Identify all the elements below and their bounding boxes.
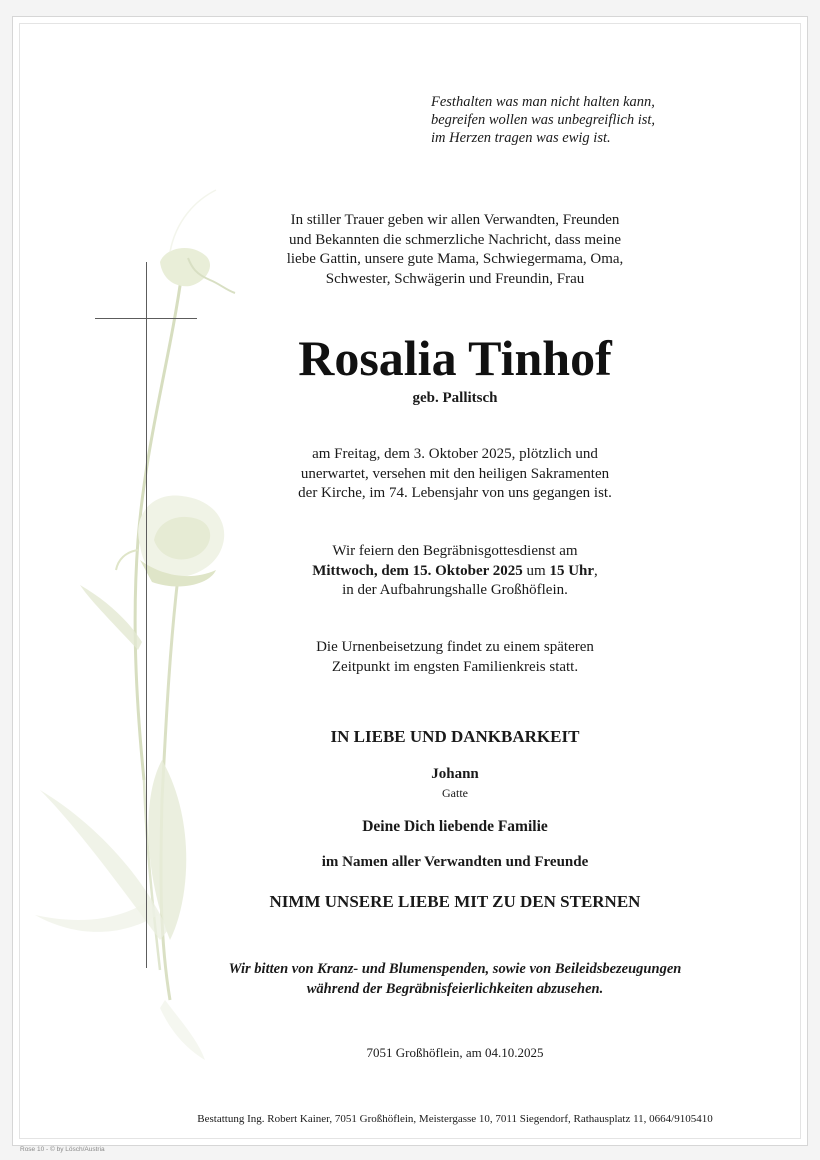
service-time-suffix: , [594,562,598,579]
design-credit: Rose 10 - © by Lösch/Austria [20,1146,105,1153]
quote-line: Festhalten was man nicht halten kann, [431,94,655,110]
announcement-line: liebe Gattin, unsere gute Mama, Schwiegermama, Oma, [286,251,624,268]
announcement-line: Schwester, Schwägerin und Freundin, Frau [325,270,585,287]
service-location: in der Aufbahrungshalle Großhöflein. [342,582,568,599]
relatives-line: im Namen aller Verwandten und Freunde [321,854,589,870]
funeral-service [205,542,705,601]
maiden-name: geb. Pallitsch [412,390,498,406]
announcement-line: In stiller Trauer geben wir allen Verwandten, Freunden [290,212,620,228]
announcement-line: und Bekannten die schmerzliche Nachricht, dass meine [289,231,621,248]
spouse-relation: Gatte [442,786,468,800]
death-notice-line: der Kirche, im 74. Lebensjahr von uns gegangen ist. [298,485,612,502]
quote-line: begreifen wollen was unbegreiflich ist, [431,112,656,128]
cross-vertical [146,262,147,968]
announcement-text [205,211,705,289]
cross-horizontal [95,318,197,319]
spouse-name: Johann [431,766,479,782]
family-line: Deine Dich liebende Familie [362,818,548,835]
funeral-home-footer: Bestattung Ing. Robert Kainer, 7051 Großhöflein, Meistergasse 10, 7011 Siegendorf, Rathausplatz 11, 0664/9105410 [197,1113,713,1125]
place-date: 7051 Großhöflein, am 04.10.2025 [366,1045,544,1060]
plea-line: während der Begräbnisfeierlichkeiten abzusehen. [306,981,604,997]
death-notice-line: am Freitag, dem 3. Oktober 2025, plötzlich und [312,446,598,462]
memorial-quote [431,93,655,147]
service-connector: um [526,562,546,579]
urn-line: Die Urnenbeisetzung findet zu einem späteren [316,639,594,655]
urn-burial-note [205,638,705,677]
service-time: 15 Uhr [549,562,595,579]
mourners-heading: IN LIEBE UND DANKBARKEIT [330,727,580,746]
deceased-name: Rosalia Tinhof [298,330,612,386]
service-date: Mittwoch, dem 15. Oktober 2025 [312,562,523,579]
donation-plea [105,959,805,999]
death-notice-line: unerwartet, versehen mit den heiligen Sakramenten [300,465,610,482]
death-notice [205,445,705,504]
farewell-line: NIMM UNSERE LIEBE MIT ZU DEN STERNEN [269,892,641,911]
white-rose-icon [20,180,250,1080]
plea-line: Wir bitten von Kranz- und Blumenspenden, sowie von Beileidsbezeugungen [228,961,682,977]
service-datetime [205,562,705,582]
quote-line: im Herzen tragen was ewig ist. [431,130,611,146]
urn-line: Zeitpunkt im engsten Familienkreis statt. [331,658,579,675]
service-line: Wir feiern den Begräbnisgottesdienst am [332,543,578,559]
